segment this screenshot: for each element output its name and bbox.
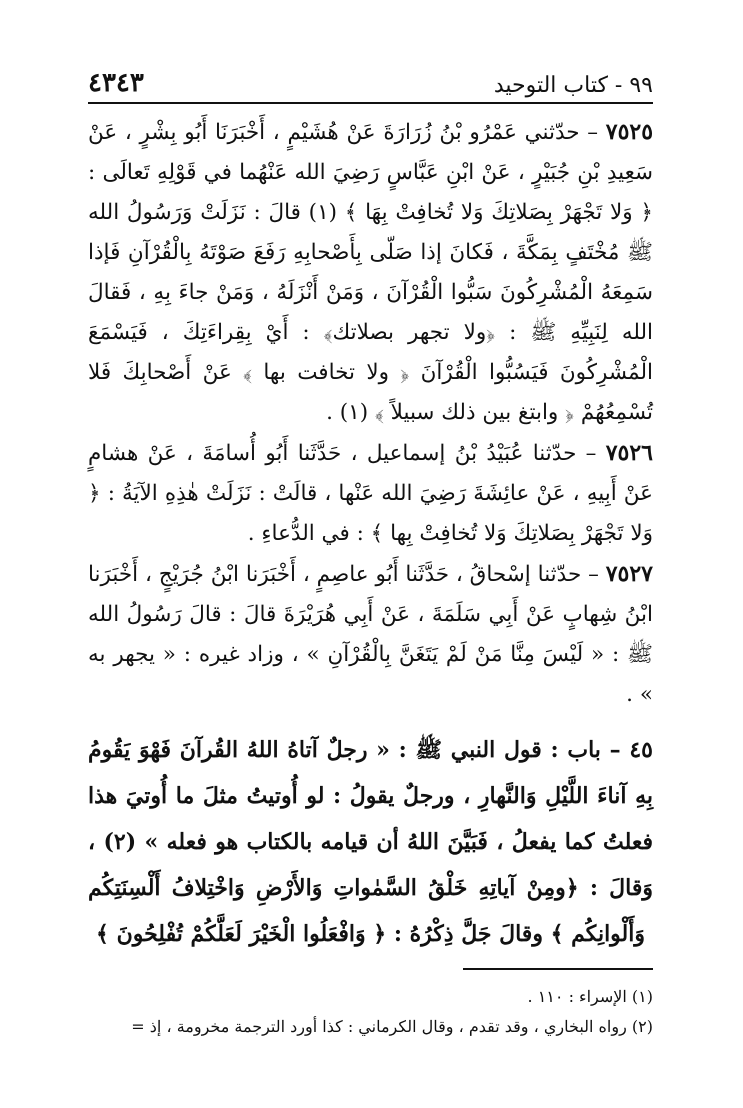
hadith-number: ٧٥٢٦ (605, 440, 653, 466)
page-number: ٤٣٤٣ (88, 68, 144, 98)
page-header (88, 60, 653, 104)
hadith-7527 (88, 554, 653, 715)
footnote-divider (463, 968, 653, 970)
hadith-text: – حدّثنا عُبَيْدُ بْنُ إسماعيل ، حَدَّثَنا أَبُو أُسامَةَ ، عَنْ هشامٍ عَنْ أَبِيهِ ، عَنْ عائِشَةَ رَضِيَ الله عَنْها ، قالَتْ : نَزَلَتْ هٰذِهِ الآيَةُ : ﴿ وَلا تَجْهَرْ بِصَلاتِكَ وَلا تُخافِتْ بِها ﴾ : في الدُّعاءِ . (88, 441, 653, 546)
hadith-number: ٧٥٢٧ (605, 561, 653, 587)
footnote-1: (١) الإسراء : ١١٠ . (527, 987, 653, 1006)
hadith-number: ٧٥٢٥ (605, 119, 654, 145)
hadith-7526 (88, 433, 653, 554)
footnote-2: (٢) رواه البخاري ، وقد تقدم ، وقال الكرماني : كذا أورد الترجمة مخرومة ، إذ = (131, 1017, 653, 1036)
chapter-title: ٩٩ - كتاب التوحيد (493, 73, 653, 98)
main-text (88, 112, 653, 957)
chapter-45-heading: ٤٥ – باب : قول النبي ﷺ : « رجلٌ آتاهُ اللهُ القُرآنَ فَهْوَ يَقُومُ بِهِ آناءَ اللَّيْلِ وَالنَّهارِ ، ورجلٌ يقولُ : لو أُوتيتُ مثلَ ما أُوتيَ هذا فعلتُ كما يفعلُ ، فَبَيَّنَ اللهُ أن قيامه بالكتاب هو فعله » (٢) ، وَقالَ : ﴿ومِنْ آياتِهِ خَلْقُ السَّمٰواتِ وَالأَرْضِ وَاخْتِلافُ أَلْسِنَتِكُم وَأَلْوانِكُم ﴾ وقالَ جَلَّ ذِكْرُهُ : ﴿ وَافْعَلُوا الْخَيْرَ لَعَلَّكُمْ تُفْلِحُونَ ﴾ (88, 737, 653, 947)
hadith-text: – حدّثني عَمْرُو بْنُ زُرَارَةَ عَنْ هُشَيْمٍ ، أَخْبَرَنَا أَبُو بِشْرٍ ، عَنْ سَعِيدِ بْنِ جُبَيْرٍ ، عَنْ ابْنِ عَبَّاسٍ رَضِيَ الله عَنْهُما في قَوْلِهِ تَعالَى : ﴿ وَلا تَجْهَرْ بِصَلاتِكَ وَلا تُخافِتْ بِهَا ﴾ (١) قالَ : نَزَلَتْ وَرَسُولُ الله ﷺ مُخْتَفٍ بِمَكَّةَ ، فَكانَ إذا صَلّى بِأَصْحابِهِ رَفَعَ صَوْتَهُ بِالْقُرْآنِ فَإذا سَمِعَهُ الْمُشْرِكُونَ سَبُّوا الْقُرْآنَ ، وَمَنْ أَنْزَلَهُ ، وَمَنْ جاءَ بِهِ ، فَقالَ الله لِنَبِيِّهِ ﷺ : ﴿ولا تجهر بصلاتك﴾ : أَيْ بِقِراءَتِكَ ، فَيَسْمَعَ الْمُشْرِكُونَ فَيَسُبُّوا الْقُرْآنَ ﴿ ولا تخافت بها ﴾ عَنْ أَصْحابِكَ فَلا تُسْمِعُهُمْ ﴿ وابتغ بين ذلك سبيلاً ﴾ (١) . (88, 120, 653, 425)
hadith-text: – حدّثنا إسْحاقُ ، حَدَّثَنا أَبُو عاصِمٍ ، أَخْبَرَنا ابْنُ جُرَيْجٍ ، أَخْبَرَنا ابْنُ شِهابٍ عَنْ أَبِي سَلَمَةَ ، عَنْ أَبِي هُرَيْرَةَ قالَ : قالَ رَسُولُ الله ﷺ : « لَيْسَ مِنَّا مَنْ لَمْ يَتَغَنَّ بِالْقُرْآنِ » ، وزاد غيره : « يجهر به » . (88, 562, 653, 707)
hadith-7525 (88, 112, 653, 433)
footnotes (88, 968, 653, 1042)
